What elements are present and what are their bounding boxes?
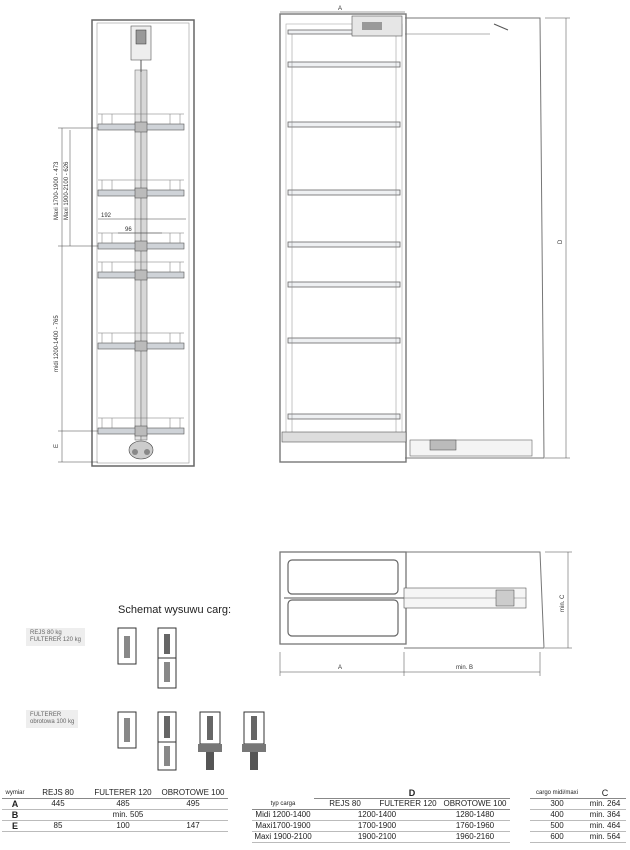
top-dim-b: min. B	[456, 665, 474, 671]
col-header: typ carga	[252, 799, 314, 810]
cell: min. 464	[584, 821, 626, 832]
table-row	[252, 821, 510, 832]
col-header: OBROTOWE 100	[158, 788, 228, 799]
cell: 485	[88, 799, 158, 810]
cell: min. 364	[584, 810, 626, 821]
row-label: Midi 1200-1400	[252, 810, 314, 821]
row-label: A	[2, 799, 28, 810]
table-cargo-type	[252, 788, 510, 843]
cell: 85	[28, 821, 88, 832]
cell: 1200-1400	[314, 810, 440, 821]
front-view	[54, 20, 194, 466]
dim-96-label: 96	[125, 227, 132, 233]
row-label: Maxi1700-1900	[252, 821, 314, 832]
schemat-title: Schemat wysuwu carg:	[118, 604, 232, 616]
side-view	[280, 6, 570, 462]
table-row	[2, 799, 228, 810]
cell: 1700-1900	[314, 821, 440, 832]
cell: 1760-1960	[440, 821, 510, 832]
col-header: REJS 80	[314, 799, 376, 810]
cell: 445	[28, 799, 88, 810]
dim-e-label: E	[54, 443, 60, 448]
top-dim-a: A	[338, 665, 343, 671]
col-header: REJS 80	[28, 788, 88, 799]
caption-line: obrotowa 100 kg	[30, 719, 75, 725]
row-label: E	[2, 821, 28, 832]
table-row	[2, 821, 228, 832]
caption-line: FULTERER	[30, 712, 62, 718]
col-header: OBROTOWE 100	[440, 799, 510, 810]
cell: 100	[88, 821, 158, 832]
col-header: FULTERER 120	[376, 799, 440, 810]
row-label: Maxi 1900-2100	[252, 832, 314, 843]
col-header: C	[584, 788, 626, 799]
cell: min. 505	[28, 810, 228, 821]
row-label: B	[2, 810, 28, 821]
top-view	[280, 552, 572, 676]
cell: min. 264	[584, 799, 626, 810]
table-row	[252, 832, 510, 843]
table-row	[530, 832, 626, 843]
cell: 1900-2100	[314, 832, 440, 843]
schemat-caption-2	[26, 710, 78, 728]
schemat-caption-1	[26, 628, 85, 646]
cell: 1280-1480	[440, 810, 510, 821]
col-header: cargo midi/maxi	[530, 788, 584, 799]
cell: 495	[158, 799, 228, 810]
cell: 400	[530, 810, 584, 821]
table-row	[530, 821, 626, 832]
cell: 147	[158, 821, 228, 832]
cell: 600	[530, 832, 584, 843]
top-dim-c: min. C	[560, 594, 566, 612]
caption-line: REJS 80 kg	[30, 630, 62, 636]
cell: min. 564	[584, 832, 626, 843]
cell: 1960-2160	[440, 832, 510, 843]
schematic-icons	[118, 628, 266, 770]
side-dim-a: A	[338, 6, 343, 12]
caption-line: FULTERER 120 kg	[30, 637, 81, 643]
group-header: D	[314, 788, 510, 799]
dim-192-label: 192	[101, 213, 112, 219]
table-row	[252, 810, 510, 821]
table-row	[2, 810, 228, 821]
col-header: wymiar	[2, 788, 28, 799]
table-cargo-width	[530, 788, 626, 843]
cell: 500	[530, 821, 584, 832]
dim-maxi-label: Maxi 1700-1900 - 473	[54, 161, 60, 220]
table-row	[530, 810, 626, 821]
dim-midi-label: midi 1200-1400 - 765	[54, 315, 60, 372]
cell: 300	[530, 799, 584, 810]
dim-maxi2-label: Maxi 1900-2100 - 626	[64, 161, 70, 220]
table-dimensions	[2, 788, 228, 832]
col-header: FULTERER 120	[88, 788, 158, 799]
side-dim-d: D	[558, 239, 564, 244]
table-row	[530, 799, 626, 810]
